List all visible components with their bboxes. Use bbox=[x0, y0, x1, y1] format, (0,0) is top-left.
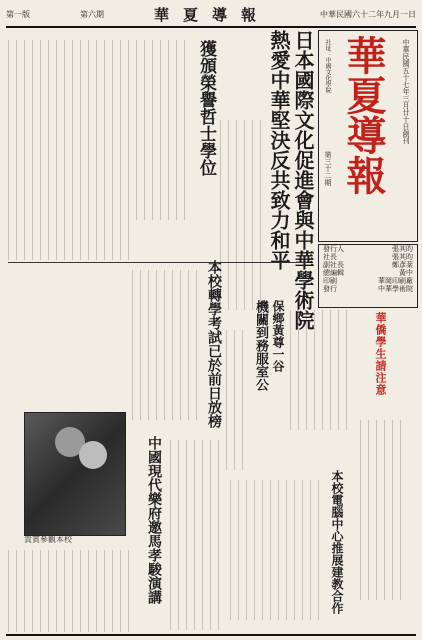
masthead-title: 華夏導報 bbox=[340, 35, 387, 195]
article-body bbox=[226, 330, 248, 470]
article-body bbox=[230, 480, 320, 620]
staff-row: 印刷 華岡印刷廠 bbox=[323, 277, 413, 285]
news-photo bbox=[24, 412, 126, 536]
issue-label: 第六期 bbox=[79, 9, 104, 19]
issue-date: 中華民國六十二年九月一日 bbox=[319, 9, 416, 19]
staff-row: 發行 中華學術院 bbox=[323, 285, 413, 293]
staff-row: 副社長 鄭彥棻 bbox=[323, 261, 413, 269]
headline-music: 中國現代樂府邀馬孝駿演講 bbox=[146, 436, 162, 604]
headline-transfer: 本校轉學考試已於前日放榜 bbox=[206, 260, 222, 428]
masthead bbox=[318, 30, 418, 242]
headline-a: 日本國際文化促進會與中華學術院 bbox=[291, 30, 315, 330]
article-body bbox=[360, 420, 408, 600]
staff-row: 總編輯 黃中 bbox=[323, 269, 413, 277]
header-rule bbox=[6, 26, 416, 28]
headline-ceremony: 保鄉黃尊一谷 bbox=[271, 300, 285, 372]
article-body bbox=[8, 550, 136, 632]
masthead-subtitle: 中華民國五十七年三月廿十日創刊 bbox=[402, 39, 410, 144]
article-body bbox=[132, 270, 198, 420]
article-body bbox=[290, 310, 350, 430]
page-number: 第一版 bbox=[6, 9, 30, 19]
paper-name: 華夏導報 bbox=[153, 5, 270, 24]
photo-caption: 貴賓參觀本校 bbox=[24, 536, 72, 544]
article-body bbox=[170, 440, 222, 630]
headline-nationality: 華僑學生請注意 bbox=[374, 312, 387, 396]
headline-b: 熱愛中華堅決反共致力和平 bbox=[267, 30, 291, 270]
section-divider bbox=[8, 262, 308, 263]
staff-box bbox=[318, 244, 418, 308]
footer-rule bbox=[6, 634, 416, 636]
article-body bbox=[136, 40, 192, 220]
article-body bbox=[8, 40, 132, 260]
headline-service: 機關到務服室公 bbox=[253, 300, 268, 391]
running-header bbox=[6, 4, 416, 24]
masthead-issue: 第三十二期 bbox=[324, 151, 332, 186]
article-body bbox=[220, 120, 264, 310]
staff-row: 發行人 張其昀 bbox=[323, 245, 413, 253]
headline-computer: 本校電腦中心推展建教合作 bbox=[330, 470, 344, 614]
masthead-school: 社址：中國文化學院 bbox=[324, 39, 331, 93]
headline-c: 獲頒榮譽哲士學位 bbox=[196, 40, 216, 176]
staff-row: 社長 張其昀 bbox=[323, 253, 413, 261]
